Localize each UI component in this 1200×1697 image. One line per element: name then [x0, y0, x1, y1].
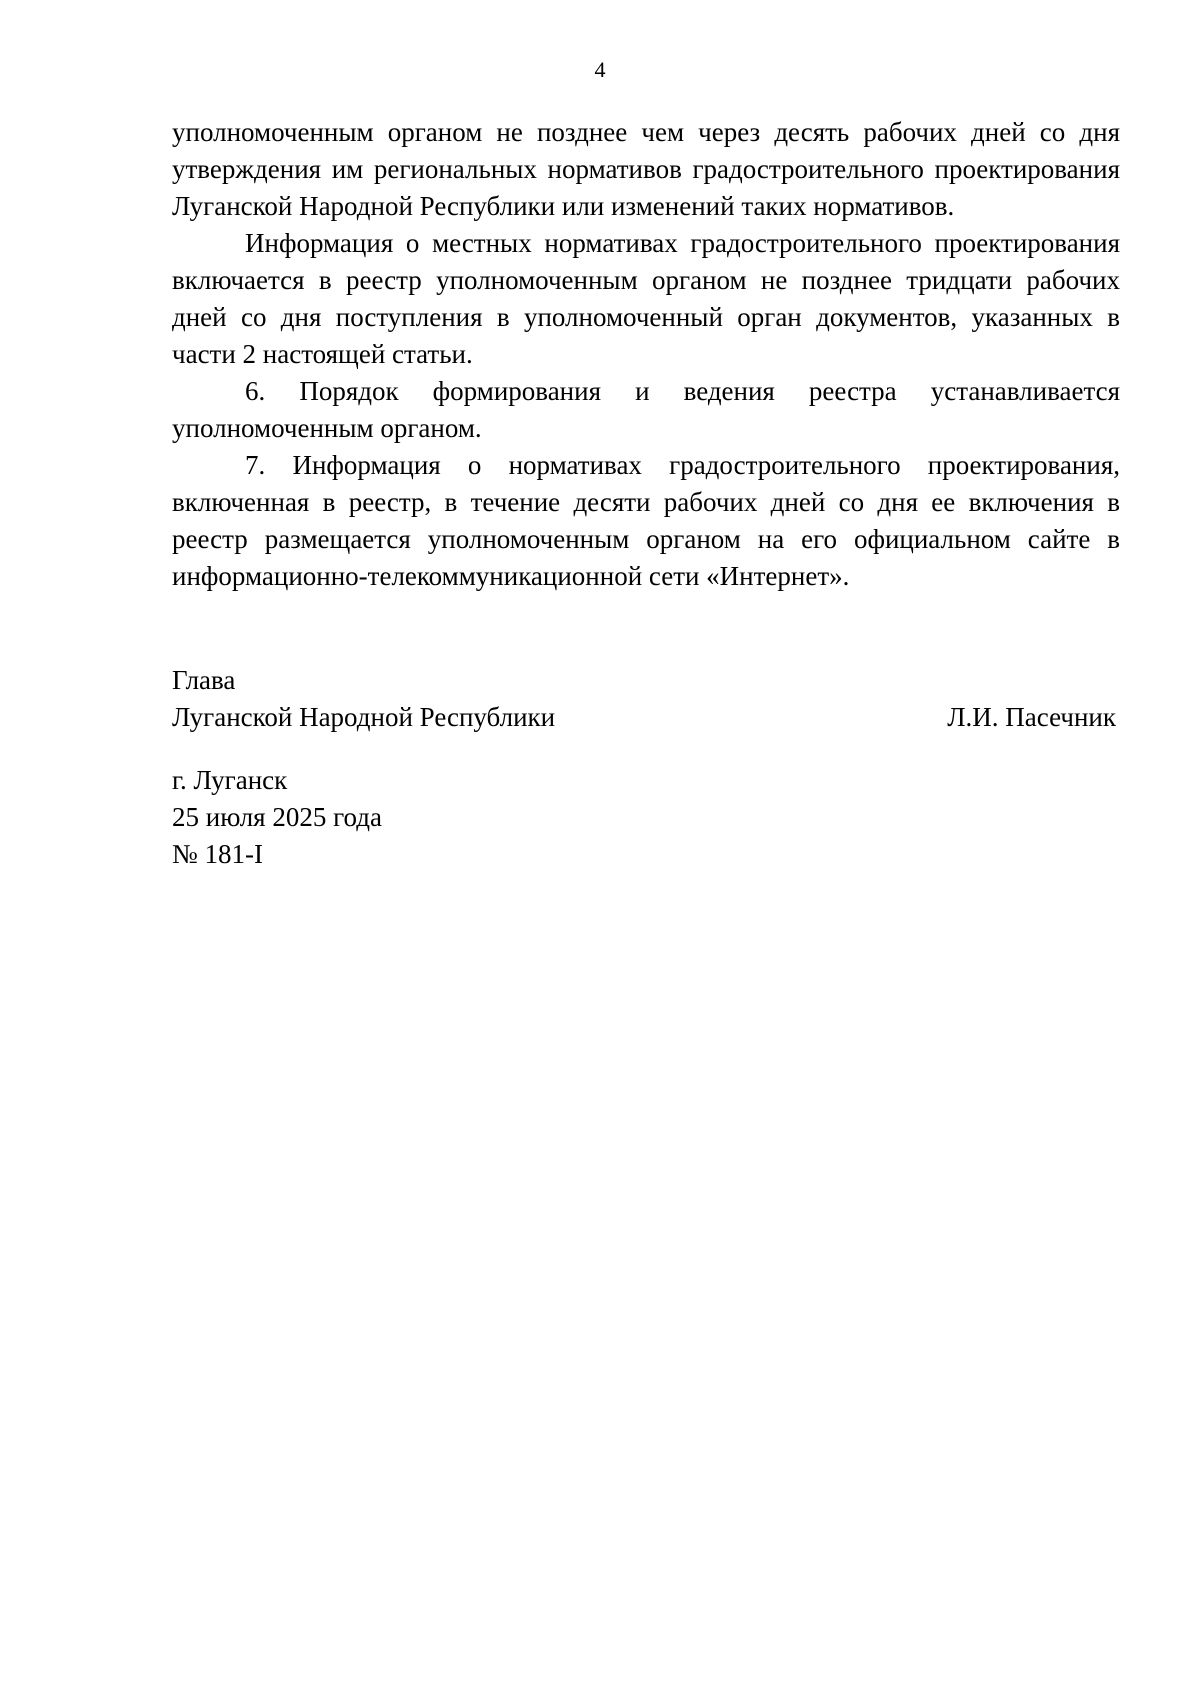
page-number: 4: [594, 57, 606, 82]
signatory-line: [172, 699, 1120, 736]
paragraph-registry-timing: уполномоченным органом не позднее чем через десять рабочих дней со дня утверждения им региональных нормативов градостроительного проектирования Луганской Народной Республики или изменений таких нормативов.: [172, 117, 1120, 221]
paragraph-publication: 7. Информация о нормативах градостроительного проектирования, включенная в реестр, в течение десяти рабочих дней со дня ее включения в реестр размещается уполномоченным органом на его официальном сайте в информационно-телекоммуникационной сети «Интернет».: [172, 450, 1120, 591]
document-number: № 181-I: [172, 839, 263, 869]
signature-block: [172, 662, 1120, 736]
date: 25 июля 2025 года: [172, 802, 382, 832]
place: г. Луганск: [172, 765, 288, 795]
signatory-title-line1: Глава: [172, 665, 236, 695]
document-body: [172, 114, 1120, 595]
signatory-name: Л.И. Пасечник: [947, 702, 1116, 732]
paragraph-registry-procedure: 6. Порядок формирования и ведения реестра устанавливается уполномоченным органом.: [172, 376, 1120, 443]
place-date-block: [172, 762, 772, 873]
signatory-title-line2: Луганской Народной Республики: [172, 702, 556, 732]
paragraph-local-norms-info: Информация о местных нормативах градостроительного проектирования включается в реестр уполномоченным органом не позднее тридцати рабочих дней со дня поступления в уполномоченный орган документов, указанных в части 2 настоящей статьи.: [172, 228, 1120, 369]
